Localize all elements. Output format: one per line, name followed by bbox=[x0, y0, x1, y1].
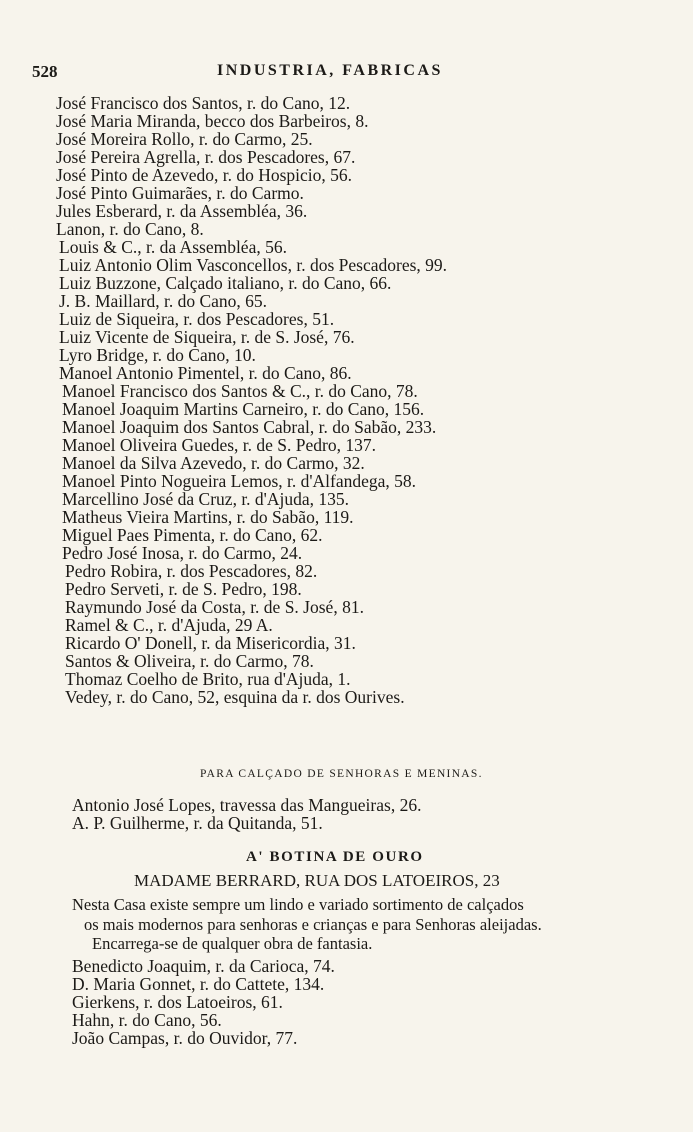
list-entry: Lyro Bridge, r. do Cano, 10. bbox=[59, 345, 256, 365]
list-entry: Manoel Joaquim Martins Carneiro, r. do Cano, 156. bbox=[62, 399, 425, 419]
list-entry: José Francisco dos Santos, r. do Cano, 12. bbox=[56, 93, 351, 113]
list-entry: Manoel da Silva Azevedo, r. do Carmo, 32. bbox=[62, 453, 365, 473]
shop-description bbox=[72, 895, 542, 954]
shop-description-line: Nesta Casa existe sempre um lindo e variado sortimento de calçados bbox=[72, 895, 524, 914]
shop-address: MADAME BERRARD, RUA DOS LATOEIROS, 23 bbox=[134, 871, 500, 890]
list-entry: Marcellino José da Cruz, r. d'Ajuda, 135. bbox=[62, 489, 349, 509]
shop-description-line: os mais modernos para senhoras e crianças e para Senhoras aleijadas. bbox=[84, 914, 542, 934]
list-entry: Luiz Vicente de Siqueira, r. de S. José, 76. bbox=[59, 327, 355, 347]
list-entry: Manoel Joaquim dos Santos Cabral, r. do Sabão, 233. bbox=[62, 417, 437, 437]
list-entry: Miguel Paes Pimenta, r. do Cano, 62. bbox=[62, 525, 323, 545]
list-entry: Lanon, r. do Cano, 8. bbox=[56, 219, 204, 239]
list-entry: Gierkens, r. dos Latoeiros, 61. bbox=[72, 992, 283, 1012]
list-entry: Thomaz Coelho de Brito, rua d'Ajuda, 1. bbox=[65, 669, 351, 689]
list-entry: Manoel Pinto Nogueira Lemos, r. d'Alfandega, 58. bbox=[62, 471, 417, 491]
list-entry: Pedro Robira, r. dos Pescadores, 82. bbox=[65, 561, 318, 581]
list-entry: Raymundo José da Costa, r. de S. José, 81. bbox=[65, 597, 364, 617]
entry-list-main bbox=[56, 94, 676, 706]
list-entry: Vedey, r. do Cano, 52, esquina da r. dos Ourives. bbox=[65, 687, 405, 707]
list-entry: A. P. Guilherme, r. da Quitanda, 51. bbox=[72, 813, 323, 833]
list-entry: Pedro Serveti, r. de S. Pedro, 198. bbox=[65, 579, 302, 599]
list-entry: Benedicto Joaquim, r. da Carioca, 74. bbox=[72, 956, 335, 976]
page-header bbox=[32, 62, 492, 86]
list-entry: Ramel & C., r. d'Ajuda, 29 A. bbox=[65, 615, 273, 635]
list-entry: Ricardo O' Donell, r. da Misericordia, 31. bbox=[65, 633, 356, 653]
list-entry: Pedro José Inosa, r. do Carmo, 24. bbox=[62, 543, 303, 563]
page-number: 528 bbox=[32, 62, 58, 81]
list-entry: Jules Esberard, r. da Assembléa, 36. bbox=[56, 201, 308, 221]
section-heading: PARA CALÇADO DE SENHORAS E MENINAS. bbox=[200, 768, 483, 780]
list-entry: Manoel Francisco dos Santos & C., r. do Cano, 78. bbox=[62, 381, 418, 401]
entry-list-ladies bbox=[72, 796, 421, 832]
list-entry: Manoel Antonio Pimentel, r. do Cano, 86. bbox=[59, 363, 352, 383]
list-entry: Manoel Oliveira Guedes, r. de S. Pedro, 137. bbox=[62, 435, 376, 455]
running-title: INDUSTRIA, FABRICAS bbox=[217, 62, 443, 79]
list-entry: José Maria Miranda, becco dos Barbeiros, 8. bbox=[56, 111, 369, 131]
list-entry: Hahn, r. do Cano, 56. bbox=[72, 1010, 222, 1030]
list-entry: Louis & C., r. da Assembléa, 56. bbox=[59, 237, 287, 257]
entry-list-final bbox=[72, 957, 335, 1047]
list-entry: J. B. Maillard, r. do Cano, 65. bbox=[59, 291, 268, 311]
shop-title: A' BOTINA DE OURO bbox=[246, 849, 424, 865]
list-entry: José Moreira Rollo, r. do Carmo, 25. bbox=[56, 129, 313, 149]
list-entry: Luiz Buzzone, Calçado italiano, r. do Cano, 66. bbox=[59, 273, 392, 293]
list-entry: Luiz de Siqueira, r. dos Pescadores, 51. bbox=[59, 309, 335, 329]
list-entry: José Pinto Guimarães, r. do Carmo. bbox=[56, 183, 304, 203]
list-entry: Santos & Oliveira, r. do Carmo, 78. bbox=[65, 651, 314, 671]
list-entry: D. Maria Gonnet, r. do Cattete, 134. bbox=[72, 974, 325, 994]
list-entry: José Pereira Agrella, r. dos Pescadores, 67. bbox=[56, 147, 356, 167]
list-entry: Antonio José Lopes, travessa das Mangueiras, 26. bbox=[72, 795, 422, 815]
list-entry: João Campas, r. do Ouvidor, 77. bbox=[72, 1028, 298, 1048]
list-entry: Matheus Vieira Martins, r. do Sabão, 119. bbox=[62, 507, 354, 527]
list-entry: José Pinto de Azevedo, r. do Hospicio, 56. bbox=[56, 165, 353, 185]
shop-description-line: Encarrega-se de qualquer obra de fantasia. bbox=[92, 934, 373, 953]
list-entry: Luiz Antonio Olim Vasconcellos, r. dos Pescadores, 99. bbox=[59, 255, 448, 275]
